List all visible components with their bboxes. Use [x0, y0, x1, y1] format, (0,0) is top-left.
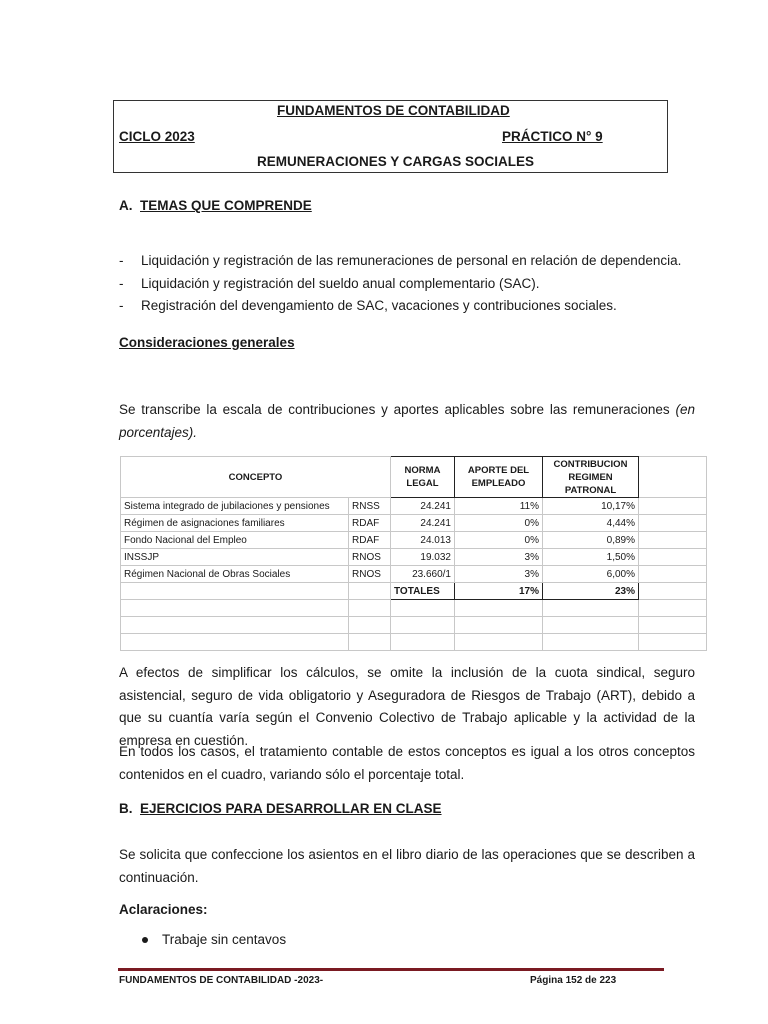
paragraph-simplification: A efectos de simplificar los cálculos, se omite la inclusión de la cuota sindical, seguro asistencial, seguro de vida obligatorio y Aseguradora de Riesgos de Trabajo (ART), debido a que su cuantía varía según el Convenio Colectivo de Trabajo aplicable y la actividad de la empresa en cuestión.	[119, 665, 695, 748]
table-row	[121, 634, 707, 651]
bullet-icon	[142, 937, 148, 943]
list-item: - Liquidación y registración de las remuneraciones de personal en relación de dependencia.	[119, 253, 682, 268]
totals-label: TOTALES	[391, 583, 455, 600]
aclaraciones-label: Aclaraciones:	[119, 902, 208, 917]
document-title: FUNDAMENTOS DE CONTABILIDAD	[277, 103, 510, 118]
topics-list	[119, 250, 681, 318]
section-a-letter: A.	[119, 198, 133, 213]
section-b-title	[119, 801, 442, 816]
footer-course: FUNDAMENTOS DE CONTABILIDAD -2023-	[119, 975, 324, 986]
list-item: - Registración del devengamiento de SAC, vacaciones y contribuciones sociales.	[119, 298, 617, 313]
header-norma: NORMA LEGAL	[391, 457, 455, 498]
list-item: - Liquidación y registración del sueldo anual complementario (SAC).	[119, 275, 540, 291]
header-concept: CONCEPTO	[121, 457, 391, 498]
bullet-item: Trabaje sin centavos	[162, 932, 287, 947]
section-b-letter: B.	[119, 801, 133, 816]
contributions-table	[120, 456, 707, 651]
table-row: Sistema integrado de jubilaciones y pensiones RNSS 24.241 11% 10,17%	[121, 498, 707, 515]
section-a-heading: TEMAS QUE COMPRENDE	[140, 198, 312, 213]
table-row: INSSJP RNOS 19.032 3% 1,50%	[121, 549, 707, 566]
header-aporte: APORTE DEL EMPLEADO	[455, 457, 543, 498]
section-b-instructions: Se solicita que confeccione los asientos en el libro diario de las operaciones que se describen a continuación.	[119, 847, 695, 885]
totals-contrib: 23%	[543, 583, 639, 600]
table-row: Fondo Nacional del Empleo RDAF 24.013 0% 0,89%	[121, 532, 707, 549]
totals-aporte: 17%	[455, 583, 543, 600]
table-row: Régimen de asignaciones familiares RDAF 24.241 0% 4,44%	[121, 515, 707, 532]
considerations-title: Consideraciones generales	[119, 335, 295, 350]
table-row	[121, 617, 707, 634]
cycle-label: CICLO 2023	[119, 129, 195, 144]
paragraph-treatment: En todos los casos, el tratamiento contable de estos conceptos es igual a los otros conceptos contenidos en el cuadro, variando sólo el porcentaje total.	[119, 744, 695, 782]
table-totals-row	[121, 583, 707, 600]
section-b-heading: EJERCICIOS PARA DESARROLLAR EN CLASE	[140, 801, 442, 816]
table-row	[121, 600, 707, 617]
practice-number: PRÁCTICO N° 9	[502, 129, 603, 144]
table-header-row	[121, 457, 707, 498]
document-subtitle: REMUNERACIONES Y CARGAS SOCIALES	[257, 154, 535, 169]
considerations-intro: Se transcribe la escala de contribuciones y aportes aplicables sobre las remuneraciones (en porcentajes).	[119, 402, 695, 440]
footer-page-number: Página 152 de 223	[530, 975, 617, 986]
footer-rule	[118, 968, 664, 971]
section-a-title	[119, 198, 312, 213]
table-row: Régimen Nacional de Obras Sociales RNOS 23.660/1 3% 6,00%	[121, 566, 707, 583]
header-contribucion: CONTRIBUCION REGIMEN PATRONAL	[543, 457, 639, 498]
